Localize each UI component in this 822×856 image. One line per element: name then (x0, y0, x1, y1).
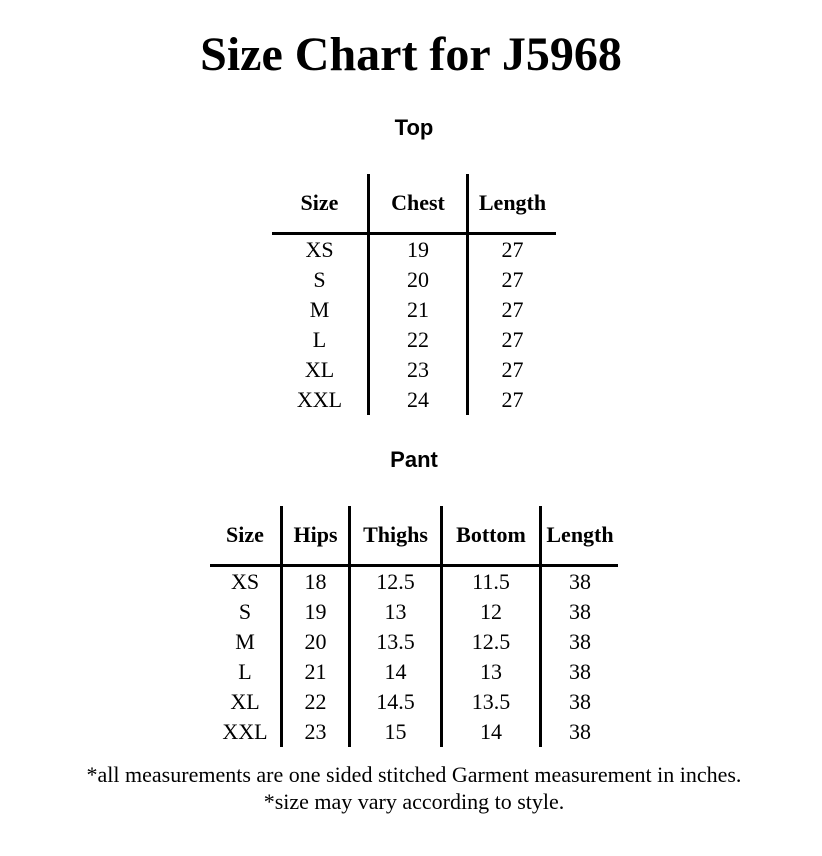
table-row (210, 597, 618, 627)
cell-chest: 19 (369, 234, 468, 266)
footnote-measurements: *all measurements are one sided stitched Garment measurement in inches. (86, 762, 742, 787)
cell-bottom: 13 (442, 657, 541, 687)
cell-hips: 20 (282, 627, 350, 657)
table-row (210, 566, 618, 598)
table-row (272, 265, 556, 295)
table-row (272, 385, 556, 415)
column-header: Size (272, 174, 369, 234)
table-row (272, 295, 556, 325)
cell-length: 38 (541, 687, 619, 717)
cell-chest: 22 (369, 325, 468, 355)
column-header: Hips (282, 506, 350, 566)
cell-hips: 18 (282, 566, 350, 598)
table-header-row (272, 174, 556, 234)
cell-size: XS (230, 569, 260, 594)
cell-chest: 20 (369, 265, 468, 295)
cell-length: 27 (468, 295, 557, 325)
cell-length: 38 (541, 597, 619, 627)
page-title: Size Chart for J5968 (200, 28, 622, 81)
column-header: Chest (369, 174, 468, 234)
cell-size: XL (230, 689, 260, 714)
cell-thighs: 15 (350, 717, 442, 747)
footnote-size-variance: *size may vary according to style. (263, 789, 565, 814)
cell-thighs: 14.5 (350, 687, 442, 717)
table-row (210, 717, 618, 747)
top-section-heading: Top (394, 115, 434, 140)
cell-bottom: 11.5 (442, 566, 541, 598)
table-row (210, 627, 618, 657)
table-row (210, 687, 618, 717)
cell-length: 38 (541, 657, 619, 687)
column-header: Bottom (442, 506, 541, 566)
footnotes (0, 761, 822, 815)
table-row (210, 657, 618, 687)
cell-length: 27 (468, 265, 557, 295)
table-header-row (210, 506, 618, 566)
cell-hips: 23 (282, 717, 350, 747)
cell-hips: 19 (282, 597, 350, 627)
pant-section-heading: Pant (390, 447, 438, 472)
cell-length: 27 (468, 234, 557, 266)
cell-size: M (309, 297, 330, 322)
table-row (272, 234, 556, 266)
cell-size: XL (304, 357, 335, 382)
cell-bottom: 14 (442, 717, 541, 747)
cell-size: XXL (222, 719, 268, 744)
top-size-table (272, 174, 556, 415)
pant-size-table (210, 506, 618, 747)
cell-size: S (238, 599, 252, 624)
cell-length: 27 (468, 355, 557, 385)
cell-size: XS (305, 237, 334, 262)
cell-hips: 21 (282, 657, 350, 687)
cell-thighs: 13.5 (350, 627, 442, 657)
cell-chest: 21 (369, 295, 468, 325)
table-row (272, 355, 556, 385)
cell-thighs: 12.5 (350, 566, 442, 598)
column-header: Thighs (350, 506, 442, 566)
cell-chest: 23 (369, 355, 468, 385)
column-header: Length (541, 506, 619, 566)
cell-thighs: 14 (350, 657, 442, 687)
cell-hips: 22 (282, 687, 350, 717)
cell-length: 27 (468, 325, 557, 355)
cell-size: L (312, 327, 327, 352)
cell-size: L (238, 659, 252, 684)
cell-length: 38 (541, 717, 619, 747)
cell-length: 38 (541, 627, 619, 657)
cell-size: S (313, 267, 326, 292)
cell-bottom: 12 (442, 597, 541, 627)
cell-bottom: 13.5 (442, 687, 541, 717)
cell-length: 27 (468, 385, 557, 415)
cell-size: M (235, 629, 255, 654)
cell-size: XXL (296, 387, 343, 412)
cell-chest: 24 (369, 385, 468, 415)
table-row (272, 325, 556, 355)
cell-thighs: 13 (350, 597, 442, 627)
cell-length: 38 (541, 566, 619, 598)
column-header: Size (210, 506, 282, 566)
cell-bottom: 12.5 (442, 627, 541, 657)
column-header: Length (468, 174, 557, 234)
